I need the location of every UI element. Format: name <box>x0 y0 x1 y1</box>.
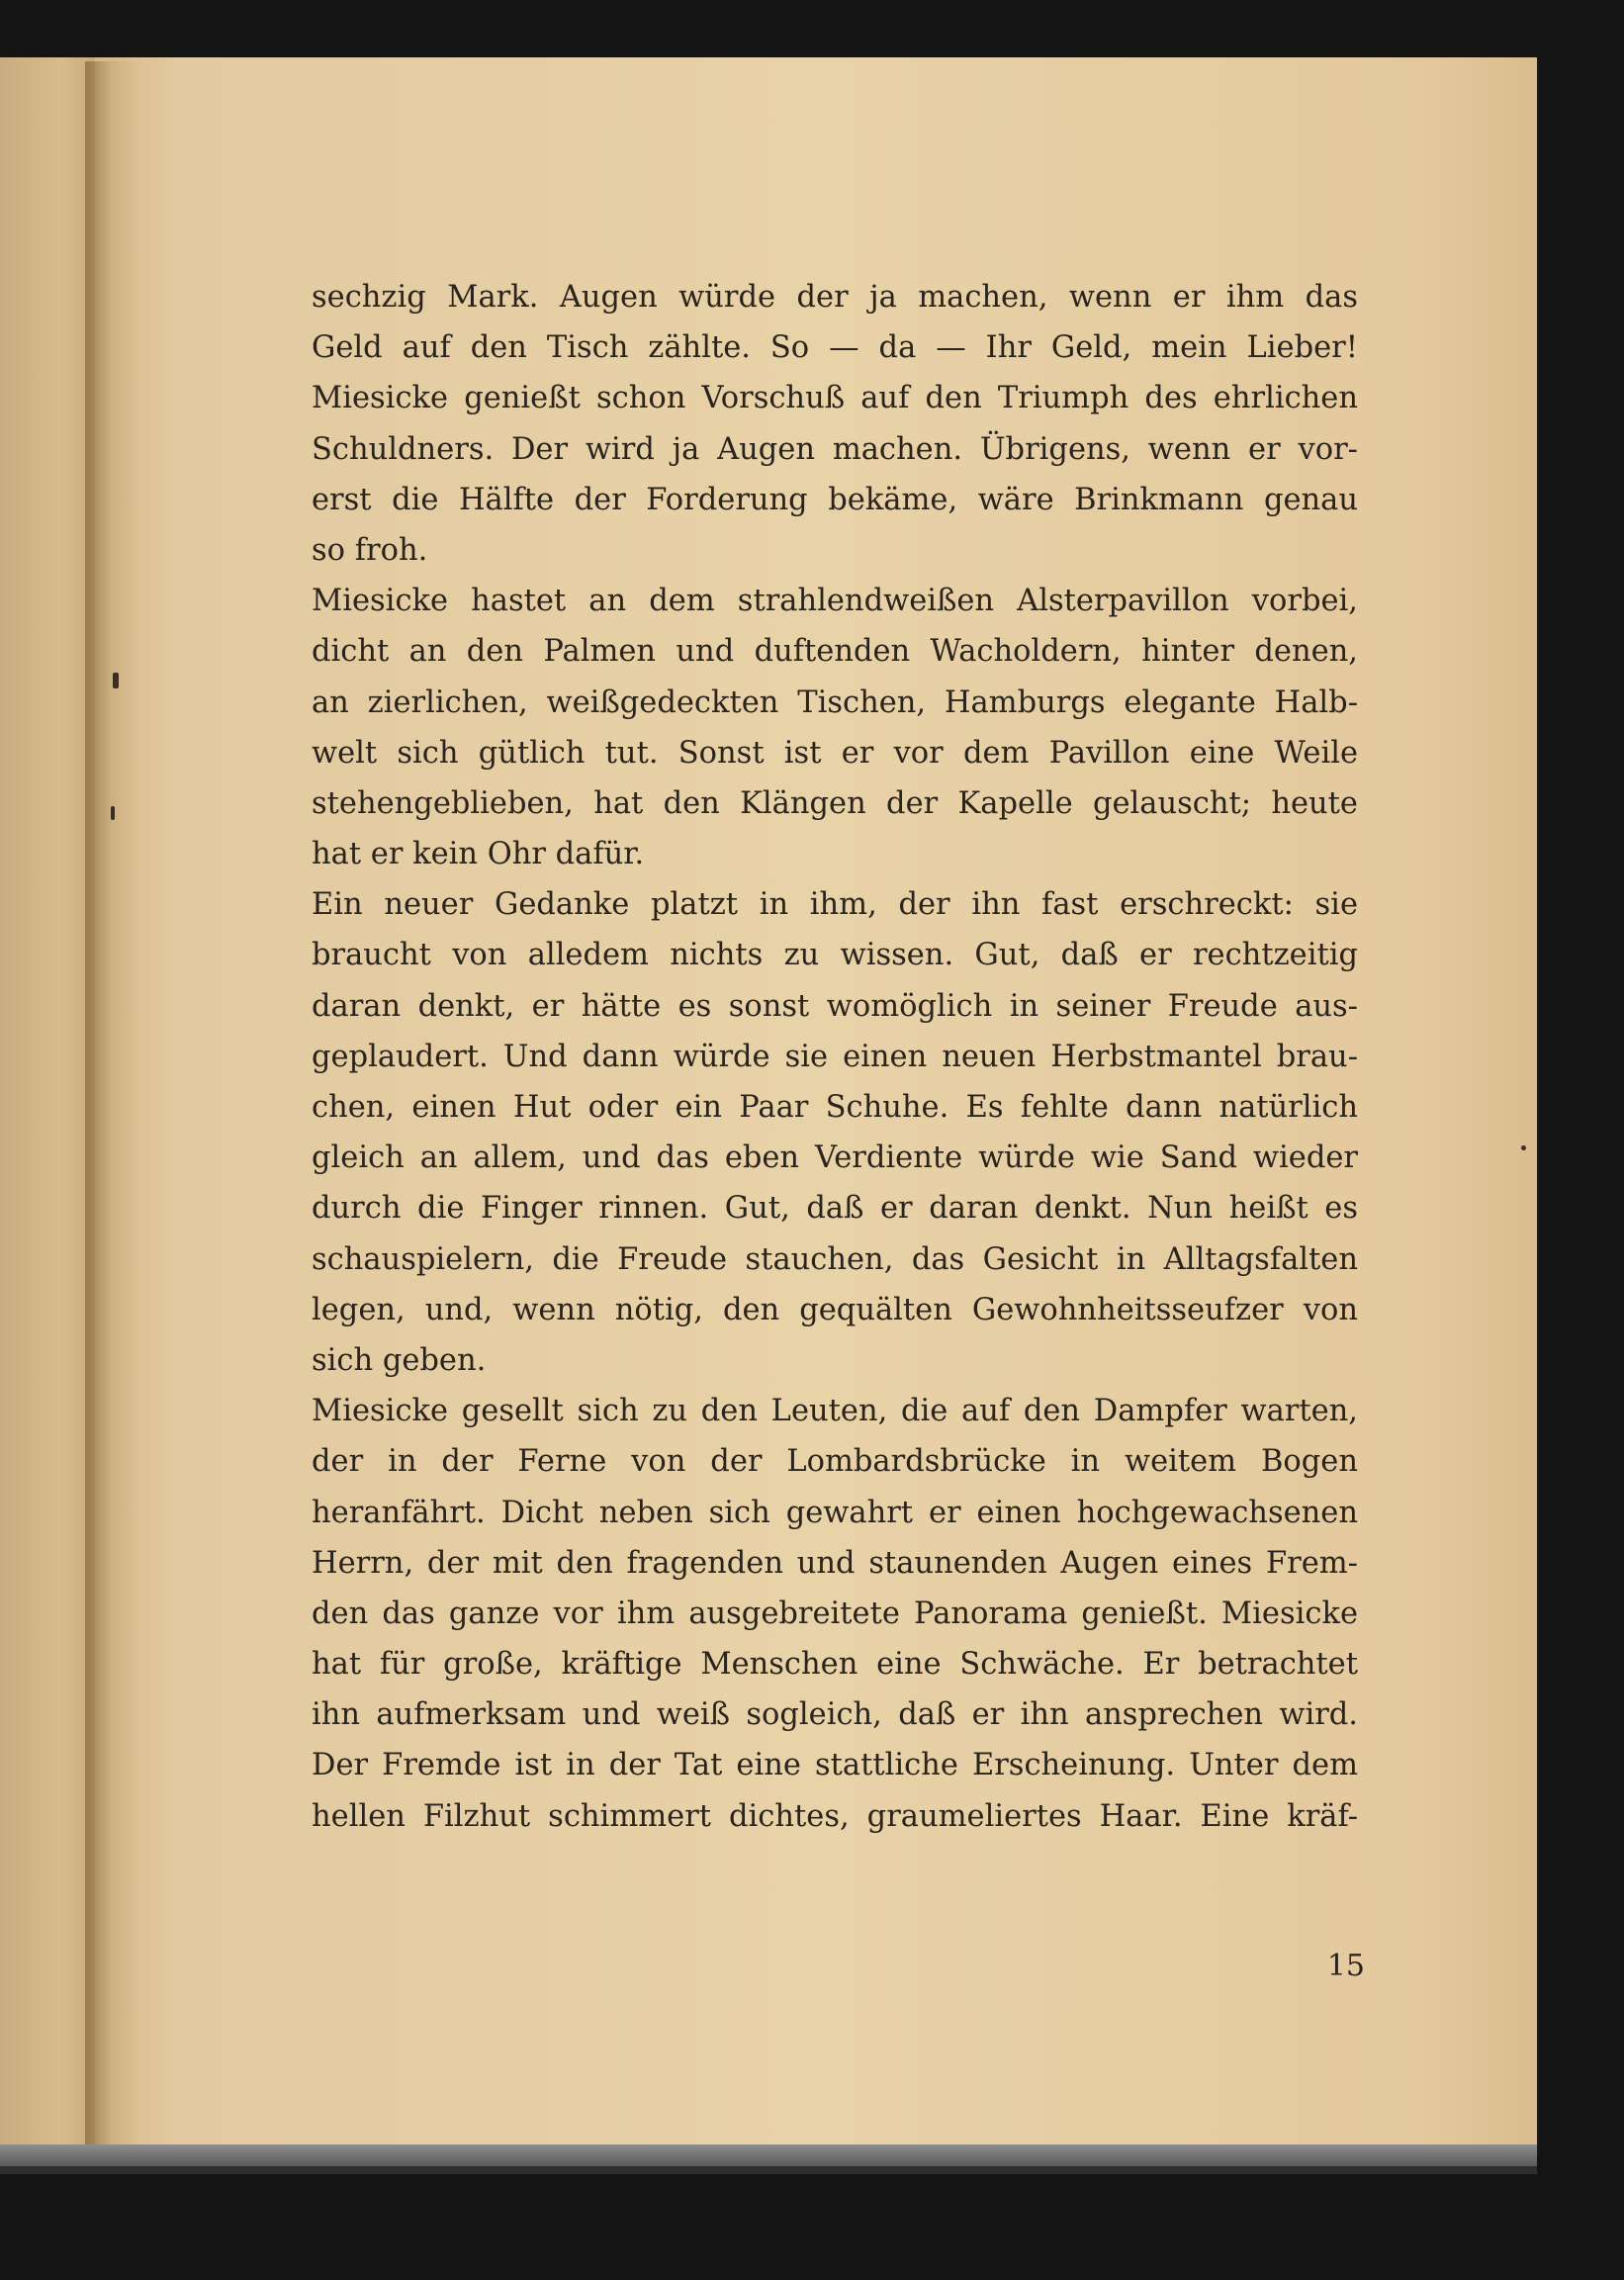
text-line: dicht an den Palmen und duftenden Wacholdern, hinter denen, <box>312 634 1358 670</box>
text-line: erst die Hälfte der Forderung bekäme, wäre Brinkmann genau <box>312 482 1358 517</box>
text-line: gleich an allem, und das eben Verdiente würde wie Sand wieder <box>312 1140 1358 1176</box>
binding-mark <box>111 806 115 820</box>
text-line: welt sich gütlich tut. Sonst ist er vor dem Pavillon eine Weile <box>312 735 1358 771</box>
text-line: hellen Filzhut schimmert dichtes, graumeliertes Haar. Eine kräf- <box>312 1798 1358 1834</box>
text-line: Miesicke gesellt sich zu den Leuten, die auf den Dampfer warten, <box>312 1394 1358 1429</box>
page-number: 15 <box>1326 1949 1365 1983</box>
text-line: Miesicke hastet an dem strahlendweißen Alsterpavillon vorbei, <box>312 584 1358 619</box>
text-line: hat er kein Ohr dafür. <box>312 837 645 872</box>
text-line: schauspielern, die Freude stauchen, das Gesicht in Alltagsfalten <box>312 1241 1358 1277</box>
text-line: Miesicke genießt schon Vorschuß auf den Triumph des ehrlichen <box>312 381 1358 416</box>
text-line: legen, und, wenn nötig, den gequälten Gewohnheitsseufzer von <box>312 1292 1358 1327</box>
gutter-shadow <box>85 61 136 2148</box>
page-edge-bottom <box>0 2144 1537 2166</box>
text-line: geplaudert. Und dann würde sie einen neuen Herbstmantel brau- <box>312 1039 1358 1074</box>
text-line: hat für große, kräftige Menschen eine Schwäche. Er betrachtet <box>312 1647 1358 1683</box>
page-edge-shadow <box>0 2166 1537 2174</box>
paper-speck <box>1521 1145 1526 1150</box>
text-line: Geld auf den Tisch zählte. So — da — Ihr Geld, mein Lieber! <box>312 330 1358 366</box>
text-line: den das ganze vor ihm ausgebreitete Panorama genießt. Miesicke <box>312 1596 1358 1631</box>
text-line: stehengeblieben, hat den Klängen der Kapelle gelauscht; heute <box>312 785 1358 821</box>
binding-mark <box>113 673 119 688</box>
text-line: der in der Ferne von der Lombardsbrücke in weitem Bogen <box>312 1444 1358 1480</box>
text-line: Schuldners. Der wird ja Augen machen. Übrigens, wenn er vor- <box>312 431 1358 467</box>
text-line: so froh. <box>312 532 428 568</box>
text-line: chen, einen Hut oder ein Paar Schuhe. Es fehlte dann natürlich <box>312 1090 1358 1125</box>
text-line: ihn aufmerksam und weiß sogleich, daß er ihn ansprechen wird. <box>312 1697 1358 1733</box>
body-text <box>312 272 1358 1842</box>
text-line: sich geben. <box>312 1342 487 1378</box>
text-line: Herrn, der mit den fragenden und staunenden Augen eines Frem- <box>312 1545 1358 1581</box>
text-line: heranfährt. Dicht neben sich gewahrt er einen hochgewachsenen <box>312 1495 1358 1530</box>
text-line: Der Fremde ist in der Tat eine stattliche Erscheinung. Unter dem <box>312 1748 1358 1783</box>
text-line: durch die Finger rinnen. Gut, daß er daran denkt. Nun heißt es <box>312 1191 1358 1227</box>
text-line: Ein neuer Gedanke platzt in ihm, der ihn fast erschreckt: sie <box>312 887 1358 923</box>
text-line: an zierlichen, weißgedeckten Tischen, Hamburgs elegante Halb- <box>312 684 1358 720</box>
text-line: sechzig Mark. Augen würde der ja machen, wenn er ihm das <box>312 280 1358 315</box>
text-line: braucht von alledem nichts zu wissen. Gut, daß er rechtzeitig <box>312 938 1358 973</box>
text-line: daran denkt, er hätte es sonst womöglich in seiner Freude aus- <box>312 988 1358 1024</box>
